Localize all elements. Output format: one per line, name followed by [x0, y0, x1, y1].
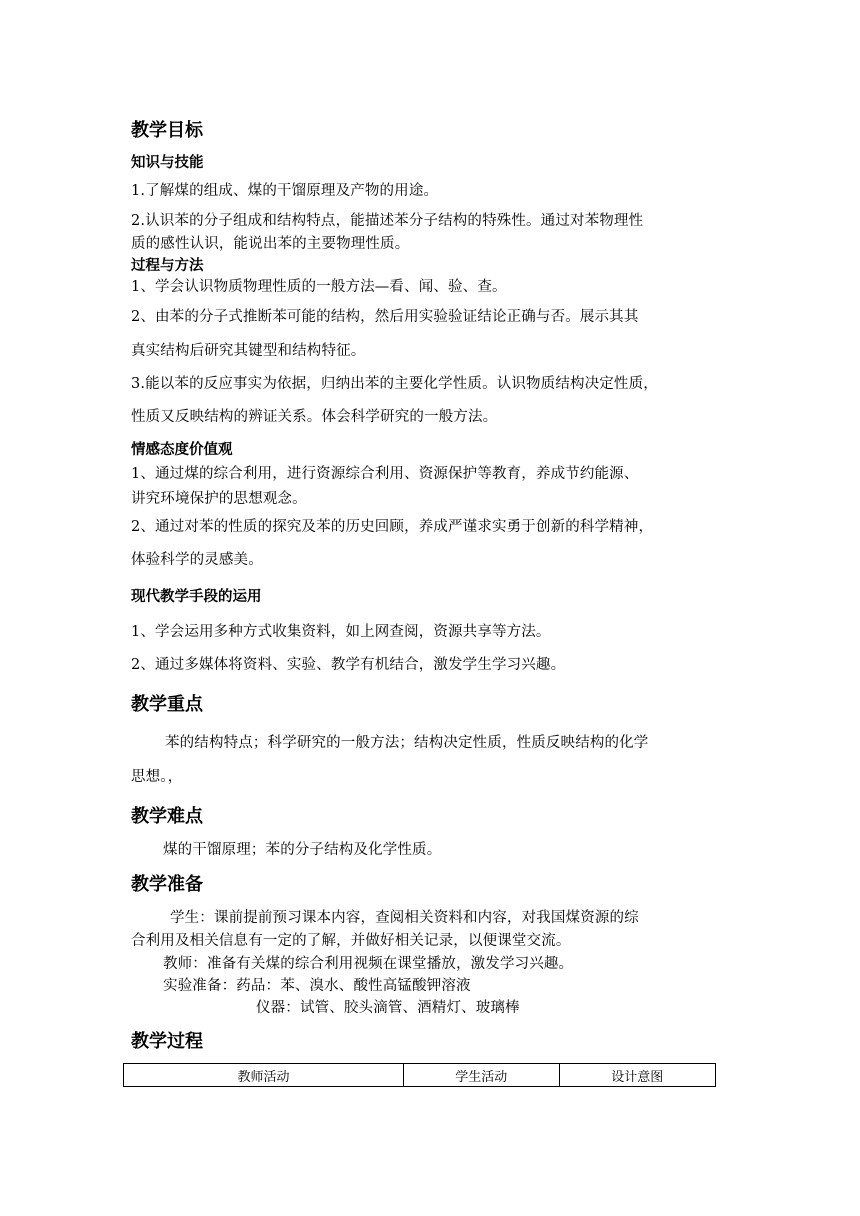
section-heading-key-points: 教学重点: [131, 694, 203, 715]
section-heading-preparation: 教学准备: [131, 874, 203, 895]
table-header-student: 学生活动: [404, 1064, 559, 1087]
difficulties-text: 煤的干馏原理；苯的分子结构及化学性质。: [163, 842, 442, 858]
section-heading-goals: 教学目标: [131, 120, 203, 141]
preparation-teacher: 教师：准备有关煤的综合利用视频在课堂播放，激发学习兴趣。: [163, 956, 574, 972]
section-heading-process: 教学过程: [131, 1031, 203, 1052]
subheading-modern: 现代教学手段的运用: [131, 589, 262, 605]
key-points-line-1: 苯的结构特点；科学研究的一般方法；结构决定性质，性质反映结构的化学: [165, 735, 649, 751]
emotion-item-2: 2、通过对苯的性质的探究及苯的历史回顾，养成严谨求实勇于创新的科学精神，: [131, 519, 654, 535]
key-points-line-2: 思想。，: [131, 769, 183, 785]
preparation-students-cont: 合利用及相关信息有一定的了解，并做好相关记录，以便课堂交流。: [131, 933, 571, 949]
table-header-row: [124, 1064, 716, 1087]
process-item-2: 2、由苯的分子式推断苯可能的结构，然后用实验验证结论正确与否。展示其其: [131, 309, 639, 325]
process-table: [123, 1063, 716, 1087]
emotion-item-1: 1、通过煤的综合利用，进行资源综合利用、资源保护等教育，养成节约能源、: [131, 466, 639, 482]
emotion-item-1-cont: 讲究环境保护的思想观念。: [131, 491, 307, 507]
process-item-2-cont: 真实结构后研究其键型和结构特征。: [131, 343, 366, 359]
preparation-reagents: 实验准备：药品：苯、溴水、酸性高锰酸钾溶液: [163, 978, 471, 994]
modern-item-1: 1、学会运用多种方式收集资料，如上网查阅，资源共享等方法。: [131, 624, 551, 640]
preparation-instruments: 仪器：试管、胶头滴管、酒精灯、玻璃棒: [256, 1000, 520, 1016]
emotion-item-2-cont: 体验科学的灵感美。: [131, 552, 263, 568]
knowledge-item-2-cont: 质的感性认识，能说出苯的主要物理性质。: [131, 236, 410, 252]
subheading-process: 过程与方法: [131, 258, 204, 274]
knowledge-item-2: 2.认识苯的分子组成和结构特点，能描述苯分子结构的特殊性。通过对苯物理性: [131, 213, 644, 229]
preparation-students: 学生：课前提前预习课本内容，查阅相关资料和内容，对我国煤资源的综: [170, 910, 639, 926]
subheading-knowledge: 知识与技能: [131, 155, 204, 171]
modern-item-2: 2、通过多媒体将资料、实验、教学有机结合，激发学生学习兴趣。: [131, 657, 566, 673]
section-heading-difficulties: 教学难点: [131, 806, 203, 827]
process-item-3: 3.能以苯的反应事实为依据，归纳出苯的主要化学性质。认识物质结构决定性质，: [131, 376, 658, 392]
process-item-3-cont: 性质又反映结构的辨证关系。体会科学研究的一般方法。: [131, 409, 498, 425]
table-header-intent: 设计意图: [559, 1064, 715, 1087]
knowledge-item-1: 1.了解煤的组成、煤的干馏原理及产物的用途。: [131, 183, 439, 199]
subheading-emotion: 情感态度价值观: [131, 442, 233, 458]
process-item-1: 1、学会认识物质物理性质的一般方法—看、闻、验、查。: [131, 279, 507, 295]
table-header-teacher: 教师活动: [124, 1064, 404, 1087]
